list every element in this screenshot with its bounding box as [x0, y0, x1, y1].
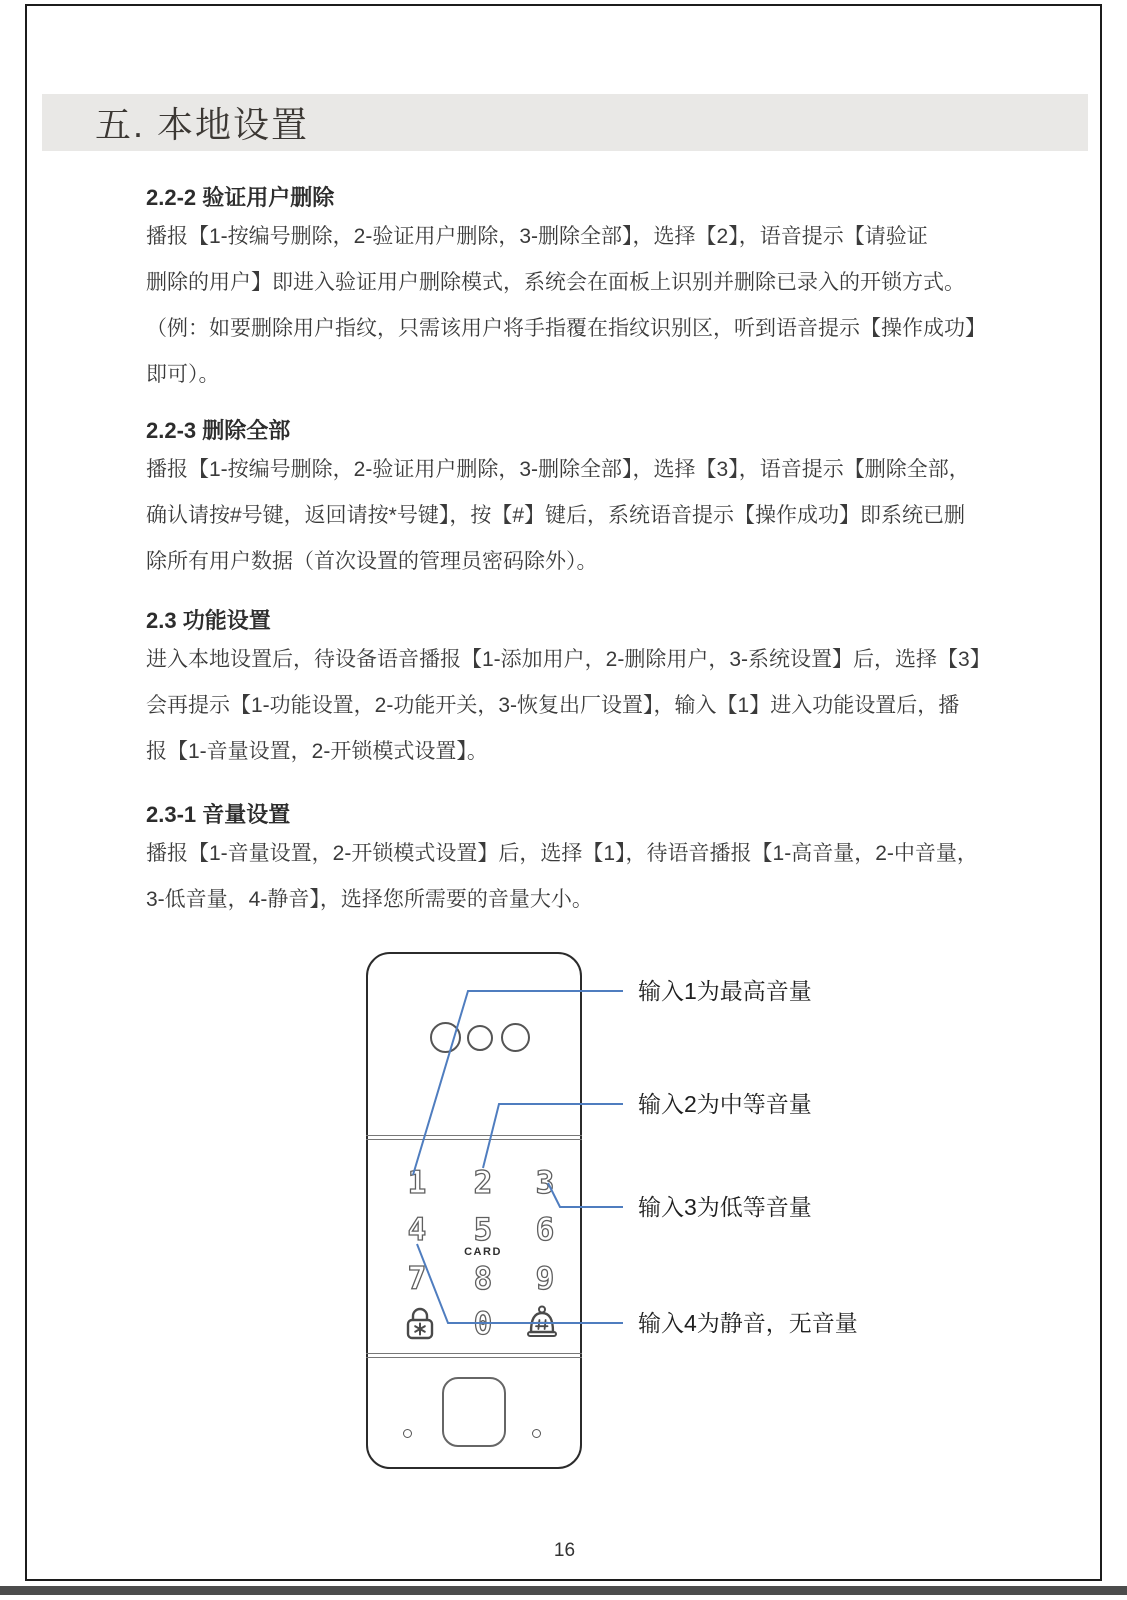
keypad-key-9: 9 — [535, 1261, 555, 1297]
sensor-circle — [501, 1023, 530, 1052]
paragraph-line: 播报【1-音量设置，2-开锁模式设置】后，选择【1】，待语音播报【1-高音量，2-中音量， — [146, 842, 978, 865]
card-reader-window — [442, 1377, 506, 1447]
keypad-key-1: 1 — [407, 1165, 427, 1201]
callout-label-volume-low: 输入3为低等音量 — [638, 1194, 812, 1220]
panel-divider — [366, 1135, 582, 1140]
keypad-key-5: 5 — [473, 1212, 493, 1248]
paragraph-line: 除所有用户数据（首次设置的管理员密码除外）。 — [146, 550, 598, 573]
banner-title: 五. 本地设置 — [95, 104, 310, 145]
paragraph-line: 报【1-音量设置，2-开锁模式设置】。 — [146, 740, 488, 763]
keypad-key-7: 7 — [407, 1261, 427, 1297]
card-reader-label: CARD — [464, 1246, 502, 1258]
page-number: 16 — [553, 1540, 576, 1561]
keypad-key-0: 0 — [473, 1306, 493, 1342]
section-heading: 2.3 功能设置 — [146, 608, 271, 633]
footer-bar — [0, 1586, 1127, 1595]
keypad-key-4: 4 — [407, 1212, 427, 1248]
section-heading: 2.3-1 音量设置 — [146, 802, 291, 827]
screw-hole — [532, 1429, 541, 1438]
keypad-key-3: 3 — [535, 1165, 555, 1201]
paragraph-line: 即可）。 — [146, 363, 220, 386]
paragraph-line: 3-低音量，4-静音】，选择您所需要的音量大小。 — [146, 888, 593, 911]
paragraph-line: 确认请按#号键，返回请按*号键】，按【#】键后，系统语音提示【操作成功】即系统已删 — [146, 504, 966, 527]
section-heading: 2.2-2 验证用户删除 — [146, 185, 335, 210]
paragraph-line: 播报【1-按编号删除，2-验证用户删除，3-删除全部】，选择【3】，语音提示【删除全部， — [146, 458, 970, 481]
sensor-circle — [430, 1022, 461, 1053]
section-heading: 2.2-3 删除全部 — [146, 418, 291, 443]
keypad-key-6: 6 — [535, 1212, 555, 1248]
paragraph-line: 会再提示【1-功能设置，2-功能开关，3-恢复出厂设置】，输入【1】进入功能设置后，播 — [146, 694, 960, 717]
keypad-key-8: 8 — [473, 1261, 493, 1297]
paragraph-line: 删除的用户】即进入验证用户删除模式，系统会在面板上识别并删除已录入的开锁方式。 — [146, 271, 965, 294]
section-2-3 — [146, 605, 991, 775]
section-banner — [42, 94, 1088, 151]
callout-label-volume-medium: 输入2为中等音量 — [638, 1091, 812, 1117]
section-2-3-1 — [146, 799, 991, 923]
panel-divider — [366, 1353, 582, 1358]
doorbell-hash-icon — [524, 1303, 560, 1341]
paragraph-line: 进入本地设置后，待设备语音播报【1-添加用户，2-删除用户，3-系统设置】后，选择【3】 — [146, 648, 991, 671]
section-2-2-3 — [146, 415, 991, 585]
callout-label-volume-high: 输入1为最高音量 — [638, 978, 812, 1004]
paragraph-line: 播报【1-按编号删除，2-验证用户删除，3-删除全部】，选择【2】，语音提示【请验证 — [146, 225, 928, 248]
lock-asterisk-icon — [402, 1305, 438, 1343]
section-2-2-2 — [146, 182, 991, 398]
callout-label-volume-mute: 输入4为静音，无音量 — [638, 1310, 858, 1336]
paragraph-line: （例：如要删除用户指纹，只需该用户将手指覆在指纹识别区，听到语音提示【操作成功】 — [146, 317, 986, 340]
lock-panel-diagram — [366, 952, 582, 1469]
keypad-key-2: 2 — [473, 1165, 493, 1201]
screw-hole — [403, 1429, 412, 1438]
sensor-circle — [467, 1025, 493, 1051]
